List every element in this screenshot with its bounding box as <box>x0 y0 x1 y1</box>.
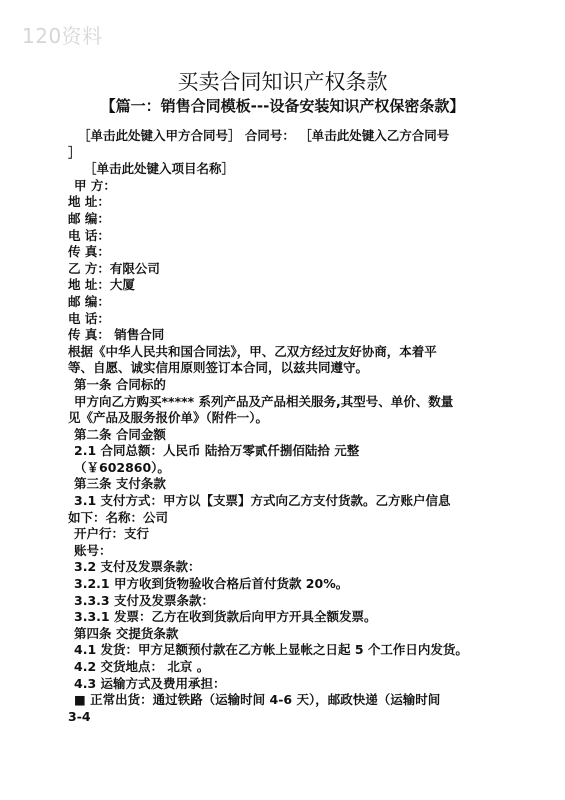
article-2-heading: 第二条 合同金额 <box>74 426 166 442</box>
contract-number-line-end: ］ <box>68 144 81 160</box>
article-4-heading: 第四条 交提货条款 <box>74 625 179 641</box>
article-2-1-amount: （￥602860）。 <box>74 459 170 475</box>
project-name-line: ［单击此处键入项目名称］ <box>84 161 235 177</box>
party-a-postcode: 邮 编： <box>68 210 110 226</box>
contract-number-line: ［单击此处键入甲方合同号］ 合同号： ［单击此处键入乙方合同号 <box>78 128 450 143</box>
party-b-label: 乙 方：有限公司 <box>68 260 160 276</box>
party-b-phone: 电 话： <box>68 310 110 326</box>
article-3-3-1: 3.3.1 发票：乙方在收到货款后向甲方开具全额发票。 <box>74 609 377 625</box>
article-3-1-account: 如下：名称：公司 <box>68 509 169 525</box>
article-1-text-2: 见《产品及服务报价单》（附件一）。 <box>68 410 269 426</box>
article-3-2: 3.2 支付及发票条款： <box>74 559 201 575</box>
party-a-address: 地 址： <box>68 194 110 210</box>
article-3-heading: 第三条 支付条款 <box>74 476 166 492</box>
article-4-3-normal-end: 3-4 <box>68 708 91 724</box>
article-4-3-normal: ■ 正常出货：通过铁路（运输时间 4-6 天），邮政快递（运输时间 <box>74 692 441 708</box>
party-a-label: 甲 方： <box>74 177 116 193</box>
article-4-1: 4.1 发货：甲方足额预付款在乙方帐上显帐之日起 5 个工作日内发货。 <box>74 642 468 658</box>
document-body <box>68 128 498 725</box>
preamble-line-2: 等、自愿、诚实信用原则签订本合同，以兹共同遵守。 <box>68 360 369 376</box>
party-b-fax: 传 真： 销售合同 <box>68 327 165 343</box>
party-a-fax: 传 真： <box>68 244 110 260</box>
article-3-2-1: 3.2.1 甲方收到货物验收合格后首付货款 20%。 <box>74 576 349 592</box>
party-b-address: 地 址：大厦 <box>68 277 135 293</box>
article-3-1-account-no: 账号： <box>74 542 112 558</box>
article-4-2: 4.2 交货地点： 北京 。 <box>74 659 210 674</box>
article-3-1: 3.1 支付方式：甲方以【支票】方式向乙方支付货款。乙方账户信息 <box>74 493 451 509</box>
party-a-phone: 电 话： <box>68 227 110 243</box>
article-1-heading: 第一条 合同标的 <box>74 376 166 392</box>
article-3-1-bank: 开户行：支行 <box>74 526 150 542</box>
article-3-3-3: 3.3.3 支付及发票条款： <box>74 592 214 608</box>
document-subtitle: 【篇一：销售合同模板---设备安装知识产权保密条款】 <box>100 97 465 115</box>
watermark: 120资料 <box>22 24 103 48</box>
document-title: 买卖合同知识产权条款 <box>177 70 388 94</box>
preamble-line-1: 根据《中华人民共和国合同法》，甲、乙双方经过友好协商，本着平 <box>68 343 437 359</box>
article-1-text-1: 甲方向乙方购买***** 系列产品及产品相关服务,其型号、单价、数量 <box>74 393 454 409</box>
article-4-3: 4.3 运输方式及费用承担： <box>74 675 226 691</box>
article-2-1: 2.1 合同总额：人民币 陆拾万零贰仟捌佰陆拾 元整 <box>74 443 360 459</box>
party-b-postcode: 邮 编： <box>68 293 110 309</box>
